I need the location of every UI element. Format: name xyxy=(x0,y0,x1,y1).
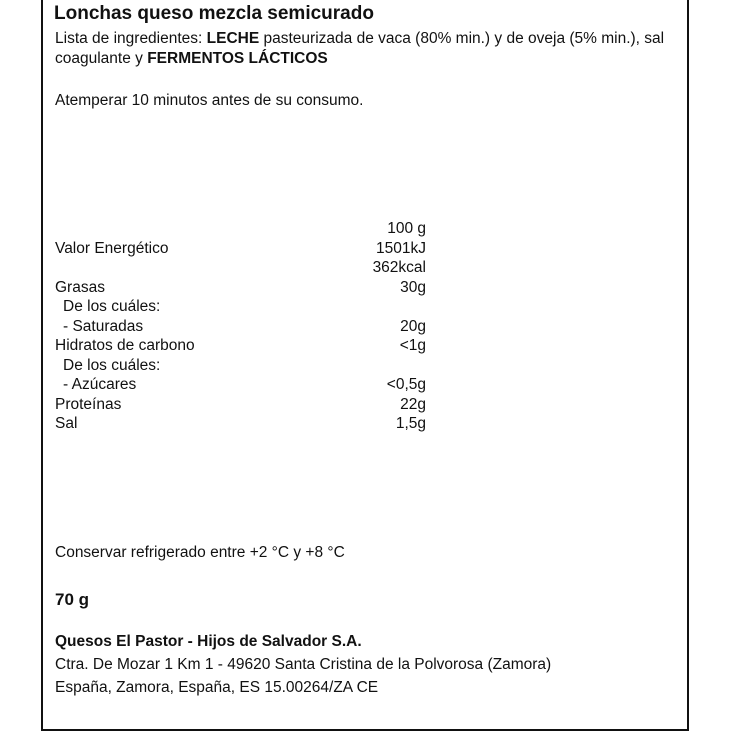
nutrition-value: 1,5g xyxy=(395,415,426,432)
allergen-milk: LECHE xyxy=(206,30,260,47)
net-weight: 70 g xyxy=(55,590,90,609)
nutrition-value: 30g xyxy=(400,278,426,296)
ingredients-list xyxy=(55,29,675,69)
company-address-line2: España, Zamora, España, ES 15.00264/ZA CE xyxy=(55,679,379,696)
nutrition-value: <0,5g xyxy=(386,376,426,393)
ingredients-prefix: Lista de ingredientes: xyxy=(55,30,207,47)
nutrition-value: 1501kJ xyxy=(376,239,426,257)
nutrition-value: 362kcal xyxy=(372,259,426,276)
product-title: Lonchas queso mezcla semicurado xyxy=(54,3,374,24)
nutrition-label: De los cuáles: xyxy=(63,298,161,315)
nutrition-label: Valor Energético xyxy=(55,239,169,257)
nutrition-label: Sal xyxy=(55,415,78,432)
nutrition-label: Proteínas xyxy=(55,395,122,413)
nutrition-label: - Saturadas xyxy=(63,317,144,335)
nutrition-label: Grasas xyxy=(55,278,105,296)
allergen-ferments: FERMENTOS LÁCTICOS xyxy=(147,50,328,67)
nutrition-value: <1g xyxy=(399,337,426,354)
nutrition-label: Hidratos de carbono xyxy=(55,337,195,354)
nutrition-label: De los cuáles: xyxy=(63,356,161,374)
company-address-line1: Ctra. De Mozar 1 Km 1 - 49620 Santa Cristina de la Polvorosa (Zamora) xyxy=(55,656,552,673)
usage-instructions: Atemperar 10 minutos antes de su consumo. xyxy=(55,92,364,109)
storage-instructions: Conservar refrigerado entre +2 °C y +8 °C xyxy=(55,544,345,561)
nutrition-value: 22g xyxy=(400,395,426,413)
nutrition-label: - Azúcares xyxy=(63,376,137,393)
company-name: Quesos El Pastor - Hijos de Salvador S.A. xyxy=(55,633,362,650)
nutrition-header: 100 g xyxy=(387,220,426,237)
ingredients-middle: pasteurizada de vaca (80% min.) y de oveja (5% min.), sal coagulante y xyxy=(55,30,665,67)
nutrition-value: 20g xyxy=(400,317,426,335)
